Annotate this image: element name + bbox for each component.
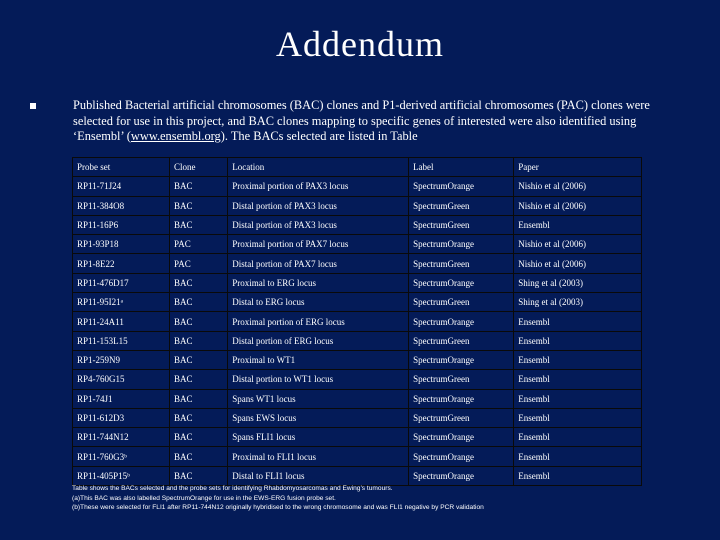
cell-label: SpectrumGreen [409, 331, 514, 350]
table-row [73, 466, 642, 485]
cell-clone: BAC [170, 215, 228, 234]
cell-probe-set: RP11-71J24 [73, 177, 170, 196]
intro-paragraph [73, 98, 683, 145]
cell-location: Distal to ERG locus [228, 293, 409, 312]
cell-paper: Nishio et al (2006) [514, 254, 642, 273]
cell-probe-set: RP11-476D17 [73, 273, 170, 292]
cell-probe-set: RP1-93P18 [73, 235, 170, 254]
cell-location: Distal portion to WT1 locus [228, 370, 409, 389]
cell-paper: Nishio et al (2006) [514, 177, 642, 196]
table-row [73, 428, 642, 447]
header-clone: Clone [170, 158, 228, 177]
square-bullet-icon [30, 103, 36, 109]
note-a: (a)This BAC was also labelled SpectrumOrange for use in the EWS-ERG fusion probe set. [72, 494, 336, 502]
cell-location: Proximal portion of PAX7 locus [228, 235, 409, 254]
cell-label: SpectrumGreen [409, 254, 514, 273]
header-probe-set: Probe set [73, 158, 170, 177]
cell-label: SpectrumOrange [409, 235, 514, 254]
cell-label: SpectrumGreen [409, 408, 514, 427]
cell-paper: Nishio et al (2006) [514, 235, 642, 254]
table-row [73, 312, 642, 331]
table-row [73, 389, 642, 408]
cell-clone: BAC [170, 428, 228, 447]
cell-clone: BAC [170, 177, 228, 196]
slide-title: Addendum [276, 24, 444, 64]
cell-clone: BAC [170, 389, 228, 408]
table-row [73, 254, 642, 273]
cell-location: Distal portion of ERG locus [228, 331, 409, 350]
table-notes [72, 484, 672, 513]
table-row [73, 273, 642, 292]
cell-probe-set: RP1-8E22 [73, 254, 170, 273]
cell-probe-set: RP1-74J1 [73, 389, 170, 408]
cell-location: Proximal to WT1 [228, 350, 409, 369]
cell-location: Proximal portion of ERG locus [228, 312, 409, 331]
table-body [73, 177, 642, 486]
table-row [73, 177, 642, 196]
cell-label: SpectrumOrange [409, 350, 514, 369]
bac-clones-table [72, 157, 642, 486]
ensembl-link[interactable]: www.ensembl.org [130, 129, 221, 143]
table-row [73, 370, 642, 389]
cell-paper: Shing et al (2003) [514, 273, 642, 292]
cell-clone: BAC [170, 293, 228, 312]
cell-clone: PAC [170, 235, 228, 254]
cell-clone: BAC [170, 408, 228, 427]
cell-probe-set: RP1-259N9 [73, 350, 170, 369]
table-row [73, 408, 642, 427]
cell-label: SpectrumGreen [409, 215, 514, 234]
table-row [73, 293, 642, 312]
cell-label: SpectrumOrange [409, 273, 514, 292]
cell-clone: BAC [170, 273, 228, 292]
cell-label: SpectrumOrange [409, 466, 514, 485]
cell-paper: Ensembl [514, 389, 642, 408]
cell-label: SpectrumOrange [409, 389, 514, 408]
cell-clone: BAC [170, 350, 228, 369]
cell-clone: BAC [170, 370, 228, 389]
cell-probe-set: RP11-24A11 [73, 312, 170, 331]
cell-probe-set: RP11-16P6 [73, 215, 170, 234]
table-header-row [73, 158, 642, 177]
header-location: Location [228, 158, 409, 177]
cell-location: Distal portion of PAX3 locus [228, 196, 409, 215]
intro-text-end: ). The BACs selected are listed in Table [220, 129, 418, 143]
cell-paper: Ensembl [514, 331, 642, 350]
cell-location: Distal to FLI1 locus [228, 466, 409, 485]
cell-clone: BAC [170, 447, 228, 466]
header-label: Label [409, 158, 514, 177]
note-caption: Table shows the BACs selected and the probe sets for identifying Rhabdomyosarcomas and Ewing’s tumours. [72, 485, 393, 492]
cell-clone: BAC [170, 196, 228, 215]
cell-paper: Ensembl [514, 447, 642, 466]
cell-paper: Ensembl [514, 370, 642, 389]
cell-probe-set: RP11-612D3 [73, 408, 170, 427]
cell-paper: Nishio et al (2006) [514, 196, 642, 215]
cell-label: SpectrumGreen [409, 370, 514, 389]
cell-label: SpectrumOrange [409, 428, 514, 447]
cell-location: Proximal to ERG locus [228, 273, 409, 292]
table-row [73, 196, 642, 215]
cell-label: SpectrumOrange [409, 177, 514, 196]
cell-probe-set: RP11-760G3ᵇ [73, 447, 170, 466]
table-row [73, 331, 642, 350]
cell-paper: Ensembl [514, 466, 642, 485]
cell-paper: Shing et al (2003) [514, 293, 642, 312]
cell-location: Distal portion of PAX7 locus [228, 254, 409, 273]
cell-label: SpectrumGreen [409, 196, 514, 215]
cell-paper: Ensembl [514, 428, 642, 447]
cell-probe-set: RP11-384O8 [73, 196, 170, 215]
table-row [73, 235, 642, 254]
cell-paper: Ensembl [514, 215, 642, 234]
cell-probe-set: RP11-153L15 [73, 331, 170, 350]
cell-clone: PAC [170, 254, 228, 273]
cell-clone: BAC [170, 312, 228, 331]
cell-probe-set: RP4-760G15 [73, 370, 170, 389]
cell-probe-set: RP11-744N12 [73, 428, 170, 447]
cell-paper: Ensembl [514, 312, 642, 331]
cell-label: SpectrumGreen [409, 293, 514, 312]
intro-text-start: Published Bacterial artificial chromosomes (BAC) clones and P1-derived artificial chromosomes (PAC) clones were selected for use in this project, and BAC clones mapping to specific genes of interested were also identified using ‘Ensembl’ ( [73, 98, 650, 143]
cell-location: Spans WT1 locus [228, 389, 409, 408]
cell-location: Spans FLI1 locus [228, 428, 409, 447]
note-b: (b)These were selected for FLI1 after RP11-744N12 originally hybridised to the wrong chromosome and was FLI1 negative by PCR validation [72, 504, 484, 511]
cell-location: Proximal to FLI1 locus [228, 447, 409, 466]
table-row [73, 350, 642, 369]
header-paper: Paper [514, 158, 642, 177]
cell-clone: BAC [170, 466, 228, 485]
cell-location: Distal portion of PAX3 locus [228, 215, 409, 234]
cell-label: SpectrumOrange [409, 312, 514, 331]
cell-probe-set: RP11-405P15ᵇ [73, 466, 170, 485]
cell-paper: Ensembl [514, 408, 642, 427]
cell-location: Proximal portion of PAX3 locus [228, 177, 409, 196]
cell-location: Spans EWS locus [228, 408, 409, 427]
cell-paper: Ensembl [514, 350, 642, 369]
cell-clone: BAC [170, 331, 228, 350]
table-row [73, 447, 642, 466]
cell-probe-set: RP11-95I21ᵃ [73, 293, 170, 312]
table-row [73, 215, 642, 234]
cell-label: SpectrumOrange [409, 447, 514, 466]
